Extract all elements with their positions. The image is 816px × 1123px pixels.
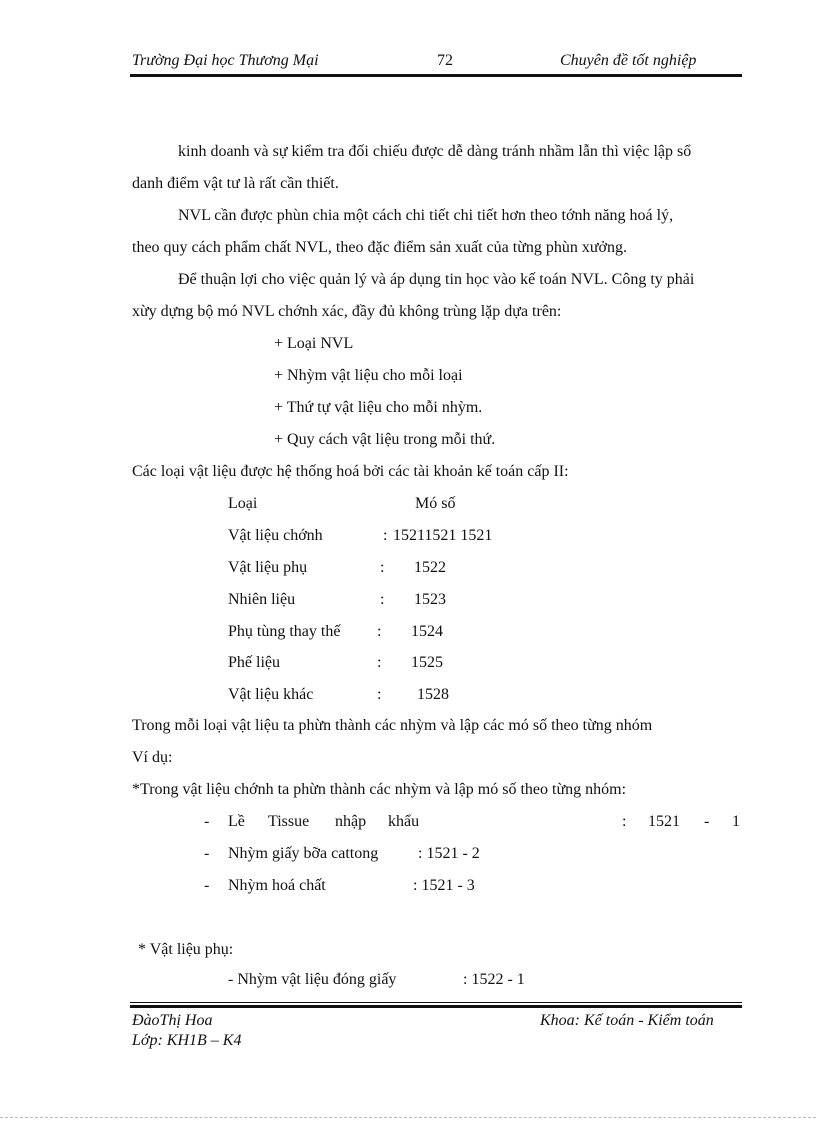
table-row-code: 1525 (411, 654, 443, 671)
example-label: Ví dụ: (132, 749, 173, 766)
bullet-item: + Thứ tự vật liệu cho mỗi nhỳm. (274, 399, 483, 416)
table-row-colon: : (380, 591, 385, 608)
table-row-code: 1524 (411, 623, 443, 640)
table-row-name: Vật liệu chớnh (228, 527, 323, 544)
list-dash: - (204, 813, 210, 830)
list-item-code: : 1521 - 2 (418, 845, 480, 862)
header-rule (130, 74, 742, 77)
bullet-item: + Quy cách vật liệu trong mỗi thứ. (274, 431, 496, 448)
paragraph-line: theo quy cách phẩm chất NVL, theo đặc điểm sản xuất của từng phùn xưởng. (132, 239, 627, 256)
footer-author: ĐàoThị Hoa (132, 1012, 213, 1029)
group-intro: Trong mỗi loại vật liệu ta phừn thành các nhỳm và lập các mó số theo từng nhóm (132, 717, 653, 734)
table-row-colon: : (377, 686, 382, 703)
footer-department: Khoa: Kế toán - Kiểm toán (540, 1012, 714, 1029)
bullet-item: + Loại NVL (274, 335, 354, 352)
table-header-code: Mó số (415, 495, 456, 512)
footer-class: Lớp: KH1B – K4 (132, 1032, 242, 1049)
table-row-name: Nhiên liệu (228, 591, 296, 608)
table-row-code: 1528 (417, 686, 449, 703)
list-item-colon: : (622, 813, 627, 830)
table-header-type: Loại (228, 495, 258, 512)
table-row-name: Phế liệu (228, 654, 280, 671)
list-item-label: Nhỳm hoá chất (228, 877, 326, 894)
table-row-colon: : (377, 654, 382, 671)
page-edge (0, 1117, 816, 1118)
table-row-name: Vật liệu khác (228, 686, 314, 703)
footer-rule-top (130, 1002, 742, 1003)
paragraph-line: danh điểm vật tư là rất cần thiết. (132, 175, 339, 192)
paragraph-line: kinh doanh và sự kiểm tra đối chiếu được dễ dàng tránh nhầm lẫn thì việc lập sổ (178, 143, 692, 160)
table-row-code: 15211521 1521 (393, 527, 493, 544)
list-item-label: Nhỳm giấy bỡa cattong (228, 845, 379, 862)
list-item-word: Lề (228, 813, 245, 830)
list-dash: - (204, 845, 210, 862)
paragraph-line: Để thuận lợi cho việc quản lý và áp dụng tin học vào kế toán NVL. Công ty phải (178, 271, 695, 288)
aux-intro: * Vật liệu phụ: (138, 941, 234, 958)
aux-item-code: : 1522 - 1 (463, 971, 525, 988)
main-material-intro: *Trong vật liệu chớnh ta phừn thành các nhỳm và lập mó số theo từng nhóm: (132, 781, 627, 798)
header-document-type: Chuyên đề tốt nghiệp (560, 52, 697, 69)
list-item-code: 1521 (648, 813, 680, 830)
footer-rule-bottom (130, 1005, 742, 1008)
aux-item-label: - Nhỳm vật liệu đóng giấy (228, 971, 397, 988)
list-dash: - (204, 877, 210, 894)
list-item-word: nhập (335, 813, 367, 830)
list-item-word: khẩu (388, 813, 420, 830)
list-item-code: 1 (732, 813, 740, 830)
list-item-code: : 1521 - 3 (413, 877, 475, 894)
paragraph-line: NVL cần được phùn chia một cách chi tiết chi tiết hơn theo tớnh năng hoá lý, (178, 207, 674, 224)
header-school-name: Trường Đại học Thương Mại (132, 52, 319, 69)
list-item-word: Tissue (268, 813, 310, 830)
table-row-name: Vật liệu phụ (228, 559, 308, 576)
paragraph-line: xừy dựng bộ mó NVL chớnh xác, đầy đủ không trùng lặp dựa trên: (132, 303, 562, 320)
accounts-intro: Các loại vật liệu được hệ thống hoá bởi các tài khoản kế toán cấp II: (132, 463, 569, 480)
table-row-colon: : (380, 559, 385, 576)
bullet-item: + Nhỳm vật liệu cho mỗi loại (274, 367, 463, 384)
table-row-name: Phụ tùng thay thế (228, 623, 341, 640)
table-row-colon: : (383, 527, 388, 544)
list-item-separator: - (704, 813, 710, 830)
table-row-code: 1523 (414, 591, 446, 608)
header-page-number: 72 (437, 52, 453, 69)
table-row-colon: : (377, 623, 382, 640)
table-row-code: 1522 (414, 559, 446, 576)
